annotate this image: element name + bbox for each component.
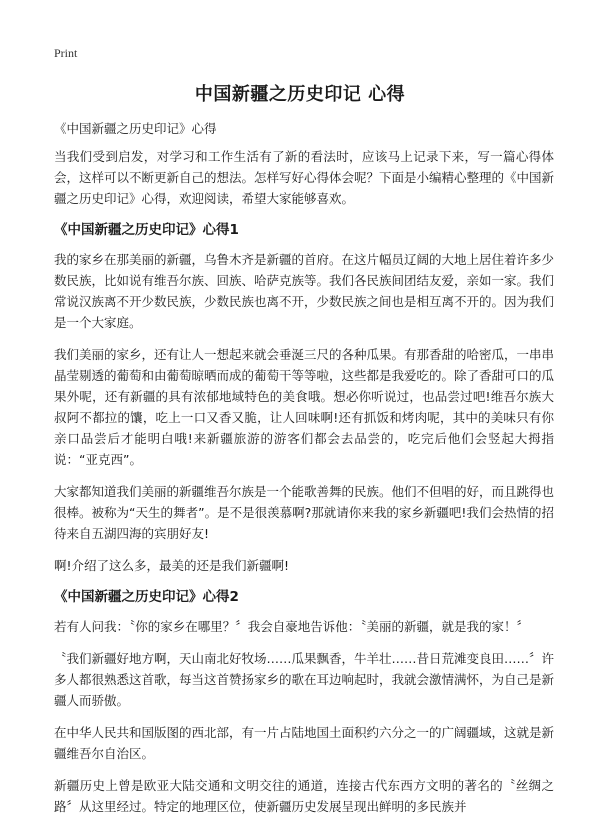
section-2-paragraph-4: 新疆历史上曾是欧亚大陆交通和文明交往的通道，连接古代东西方文明的著名的〝丝绸之路〞从这里经过。特定的地理区位，使新疆历史发展呈现出鲜明的多民族并 [54, 778, 554, 814]
document-subtitle: 《中国新疆之历史印记》心得 [54, 121, 217, 136]
section-1-paragraph-3: 大家都知道我们美丽的新疆维吾尔族是一个能歌善舞的民族。他们不但唱的好，而且跳得也很棒。被称为“天生的舞者”。是不是很羡慕啊?那就请你来我的家乡新疆吧!我们会热情的招待来自五湖四海的宾朋好友! [54, 484, 555, 541]
section-2-paragraph-3: 在中华人民共和国版图的西北部，有一片占陆地国土面积约六分之一的广阔疆域，这就是新疆维吾尔自治区。 [54, 725, 555, 761]
section-1-paragraph-4: 啊!介绍了这么多，最美的还是我们新疆啊! [54, 558, 290, 573]
section-2-paragraph-2: 〝我们新疆好地方啊，天山南北好牧场……瓜果飘香，牛羊壮……昔日荒滩变良田……〞许多人都很熟悉这首歌，每当这首赞扬家乡的歌在耳边响起时，我就会激情满怀，为自己是新疆人而骄傲。 [54, 651, 555, 708]
section-1-paragraph-2: 我们美丽的家乡，还有让人一想起来就会垂涎三尺的各种瓜果。有那香甜的哈密瓜，一串串晶莹剔透的葡萄和由葡萄晾晒而成的葡萄干等等啦，这些都是我爱吃的。除了香甜可口的瓜果外呢，还有新疆的具有浓郁地域特色的美食哦。想必你听说过，也品尝过吧!维吾尔族大叔阿不都拉的馕，吃上一口又香又脆，让人回味啊!还有抓饭和烤肉呢，其中的美味只有你亲口品尝后才能明白哦!来新疆旅游的游客们都会去品尝的，吃完后他们会竖起大拇指说：“亚克西”。 [54, 347, 555, 467]
intro-paragraph: 当我们受到启发，对学习和工作生活有了新的看法时，应该马上记录下来，写一篇心得体会，这样可以不断更新自己的想法。怎样写好心得体会呢？下面是小编精心整理的《中国新疆之历史印记》心得，欢迎阅读，希望大家能够喜欢。 [54, 149, 555, 206]
section-1-heading: 《中国新疆之历史印记》心得1 [54, 222, 239, 238]
print-link[interactable]: Print [54, 46, 78, 60]
page-title: 中国新疆之历史印记 心得 [194, 84, 406, 105]
section-2-paragraph-1: 若有人问我：〝你的家乡在哪里？〞我会自豪地告诉他：〝美丽的新疆，就是我的家！〞 [54, 619, 530, 634]
section-2-heading: 《中国新疆之历史印记》心得2 [54, 589, 239, 605]
document-body [54, 118, 554, 828]
section-1-paragraph-1: 我的家乡在那美丽的新疆，乌鲁木齐是新疆的首府。在这片幅员辽阔的大地上居住着许多少数民族，比如说有维吾尔族、回族、哈萨克族等。我们各民族间团结友爱，亲如一家。我们常说汉族离不开少数民族，少数民族也离不开，少数民族之间也是相互离不开的。因为我们是一个大家庭。 [54, 252, 555, 330]
